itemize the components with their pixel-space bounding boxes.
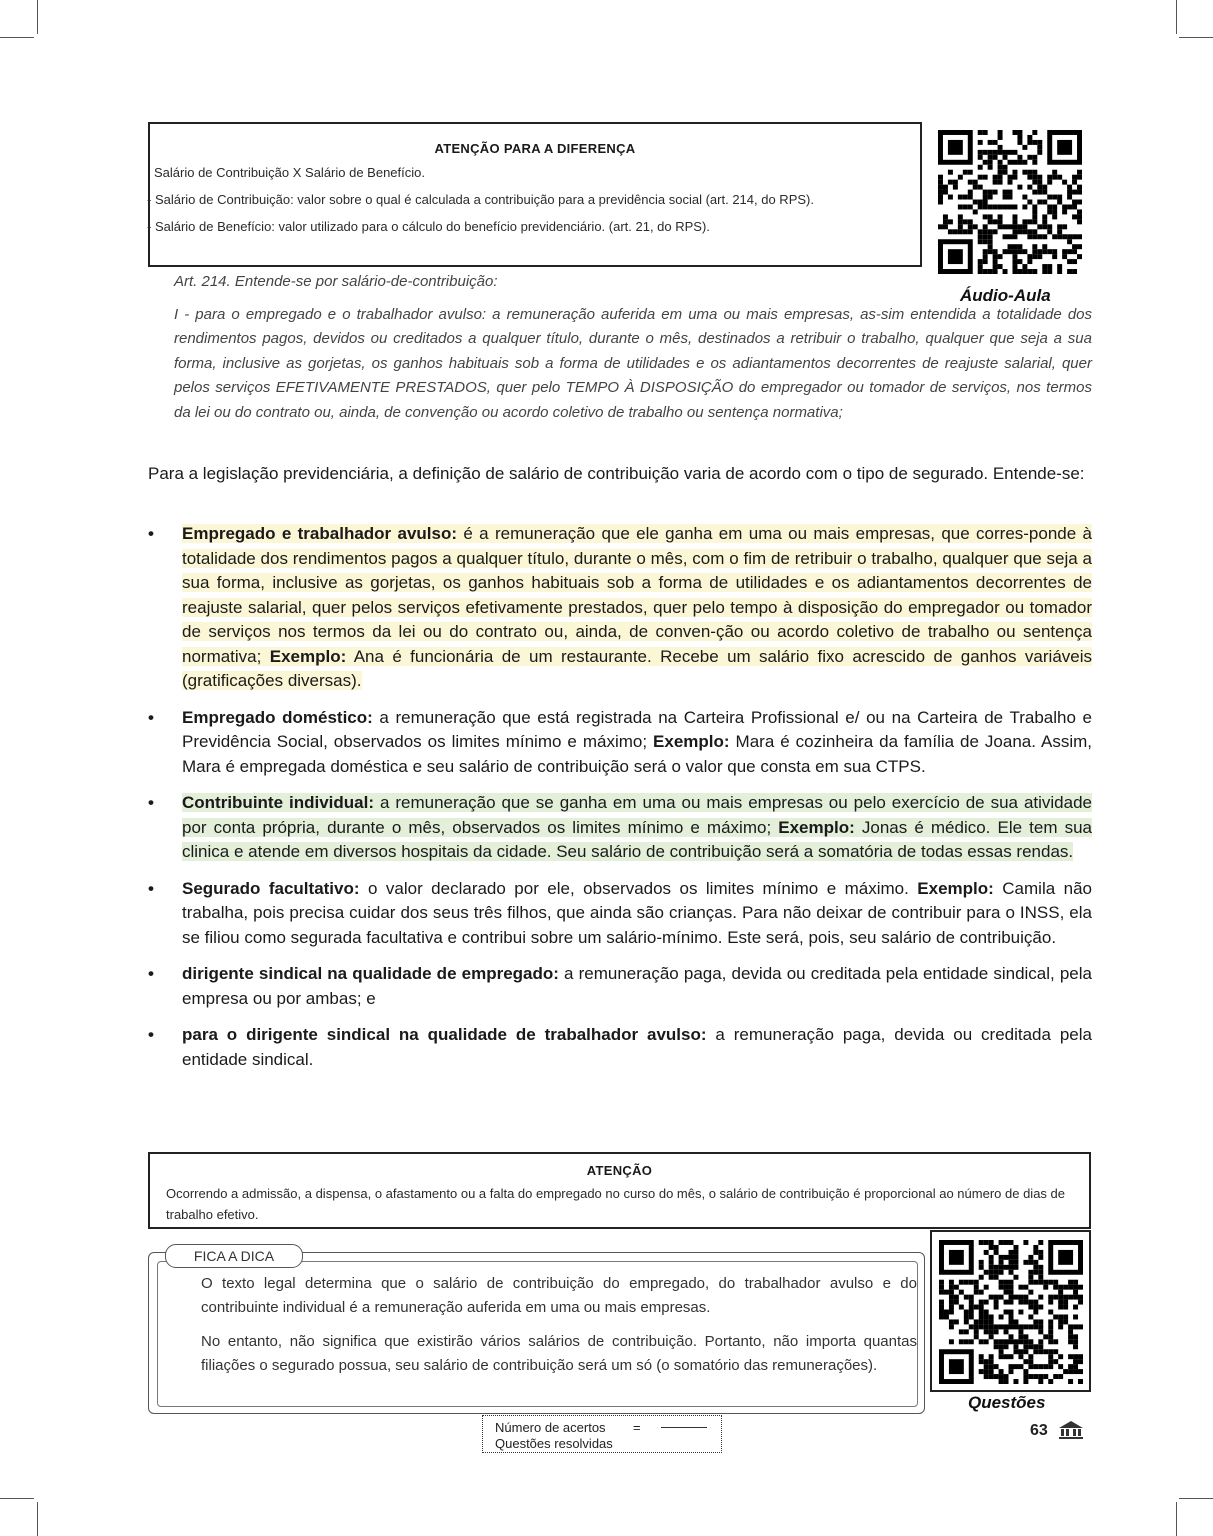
definition: a remuneração paga, devida ou creditada pela entidade sindical.: [182, 1025, 1092, 1069]
example: Camila não trabalha, pois precisa cuidar dos seus três filhos, que ainda são crianças. Para não deixar de contribuir para o INSS, ela se filiou como segurada facultativa e contribui sobre um salário-mínimo. Este será, pois, seu salário de contribuição.: [182, 878, 1092, 947]
building-logo-icon: [1058, 1420, 1084, 1445]
list-item: [148, 1023, 1092, 1072]
tip-tab: FICA A DICA: [165, 1244, 303, 1268]
definition: é a remuneração que ele ganha em uma ou mais empresas, que corres-ponde à totalidade dos rendimentos pagos a qualquer título, durante o mês, com o fim de retribuir o trabalho, qualquer que seja a sua forma, inclusive as gorjetas, os ganhos habituais sob a forma de utilidades e os adiantamentos decorrentes de reajuste salarial, quer pelos serviços efetivamente prestados, quer pelo tempo à disposição do empregador ou tomador de serviços nos termos da lei ou do contrato ou, ainda, de conven-ção ou acordo coletivo de trabalho ou sentença normativa;: [182, 524, 1092, 666]
box-line: - Salário de Benefício: valor utilizado para o cálculo do benefício previdenciário. (art. 21, do RPS).: [147, 219, 710, 234]
bullet-dot: •: [148, 524, 154, 543]
tip-paragraph: O texto legal determina que o salário de contribuição do empregado, do trabalhador avulso e do contribuinte individual é a remuneração auferida em uma ou mais empresas.: [201, 1275, 917, 1316]
example-label: Exemplo:: [917, 878, 994, 898]
example-label: Exemplo:: [778, 817, 855, 837]
difference-attention-box: [148, 122, 922, 267]
definition: a remuneração que se ganha em uma ou mais empresas ou pelo exercício de sua atividade por conta própria, durante o mês, observados os limites mínimo e máximo;: [182, 793, 1093, 837]
bullet-dot: •: [148, 964, 154, 983]
tip-text: [201, 1272, 917, 1388]
list-item: [148, 791, 1092, 865]
crop-mark: [37, 0, 38, 34]
score-solved-label: Questões resolvidas: [495, 1436, 613, 1451]
definition: a remuneração que está registrada na Carteira Profissional e/ ou na Carteira de Trabalho e Previdência Social, observados os limites mínimo e máximo;: [182, 707, 1092, 751]
crop-mark: [37, 1502, 38, 1536]
score-blank: [661, 1427, 707, 1428]
definition: o valor declarado por ele, observados os limites mínimo e máximo.: [359, 878, 918, 898]
qr-code-icon[interactable]: [938, 130, 1082, 274]
crop-mark: [1176, 1502, 1177, 1536]
example-label: Exemplo:: [653, 732, 730, 751]
term: Contribuinte individual:: [182, 793, 374, 812]
term: Empregado e trabalhador avulso:: [182, 524, 458, 543]
list-item: [148, 522, 1092, 694]
list-item: [148, 877, 1092, 951]
box-line: - Salário de Contribuição: valor sobre o qual é calculada a contribuição para a previdência social (art. 214, do RPS).: [147, 192, 814, 207]
box-title: ATENÇÃO PARA A DIFERENÇA: [434, 141, 636, 156]
article-item: I - para o empregado e o trabalhador avulso: a remuneração auferida em uma ou mais empresas, as-sim entendida a totalidade dos rendimentos pagos, devidos ou creditados a qualquer título, durante o mês, destinados a retribuir o trabalho, qualquer que seja a sua forma, inclusive as gorjetas, os ganhos habituais sob a forma de utilidades e os adiantamentos decorrentes de reajuste salarial, quer pelos serviços EFETIVAMENTE PRESTADOS, quer pelo TEMPO À DISPOSIÇÃO do empregador ou tomador de serviços, nos termos da lei ou do contrato ou, ainda, de convenção ou acordo coletivo de trabalho ou sentença normativa;: [174, 305, 1092, 421]
page-number: 63: [1030, 1422, 1048, 1439]
law-quote: [174, 270, 1092, 425]
attention-box: [148, 1152, 1091, 1229]
list-item: [148, 706, 1092, 780]
article-heading: Art. 214. Entende-se por salário-de-contribuição:: [174, 273, 498, 290]
insured-types-list: [148, 522, 1092, 1081]
example-label: Exemplo:: [269, 646, 347, 666]
score-hits-label: Número de acertos: [495, 1420, 606, 1435]
box-line: Salário de Contribuição X Salário de Benefício.: [154, 165, 425, 180]
term: para o dirigente sindical na qualidade de trabalhador avulso:: [182, 1025, 707, 1044]
questoes-label: Questões: [968, 1393, 1046, 1412]
intro-paragraph: Para a legislação previdenciária, a definição de salário de contribuição varia de acordo com o tipo de segurado. Entende-se:: [148, 464, 1085, 483]
example: Ana é funcionária de um restaurante. Recebe um salário fixo acrescido de ganhos variáveis (gratificações diversas).: [182, 646, 1092, 690]
score-box: [482, 1415, 722, 1453]
bullet-dot: •: [148, 878, 154, 898]
term: dirigente sindical na qualidade de empregado:: [182, 964, 559, 983]
crop-mark: [0, 1498, 34, 1499]
bullet-dot: •: [148, 1025, 154, 1044]
term: Segurado facultativo:: [182, 878, 360, 898]
box-title: ATENÇÃO: [586, 1163, 653, 1178]
bullet-dot: •: [148, 793, 154, 812]
box-text: Ocorrendo a admissão, a dispensa, o afastamento ou a falta do empregado no curso do mês, o salário de contribuição é proporcional ao número de dias de trabalho efetivo.: [166, 1186, 1065, 1222]
term: Empregado doméstico:: [182, 707, 373, 727]
example: Mara é cozinheira da família de Joana. Assim, Mara é empregada doméstica e seu salário de contribuição será o valor que consta em sua CTPS.: [182, 732, 1092, 776]
definition: a remuneração paga, devida ou creditada pela entidade sindical, pela empresa ou por ambas; e: [182, 964, 1092, 1008]
crop-mark: [1179, 1498, 1213, 1499]
example: Jonas é médico. Ele tem sua clinica e atende em diversos hospitais da cidade. Seu salário de contribuição será a somatória de todas essas rendas.: [182, 817, 1092, 861]
crop-mark: [1179, 37, 1213, 38]
bullet-dot: •: [148, 707, 154, 727]
qr-code-icon[interactable]: [930, 1230, 1091, 1392]
crop-mark: [1176, 0, 1177, 34]
tip-paragraph: No entanto, não significa que existirão vários salários de contribuição. Portanto, não importa quantas filiações o segurado possua, seu salário de contribuição será um só (o somatório das remunerações).: [201, 1333, 917, 1374]
list-item: [148, 962, 1092, 1011]
crop-mark: [0, 37, 34, 38]
equals-sign: =: [633, 1420, 641, 1435]
audio-aula-label: Áudio-Aula: [960, 286, 1051, 305]
